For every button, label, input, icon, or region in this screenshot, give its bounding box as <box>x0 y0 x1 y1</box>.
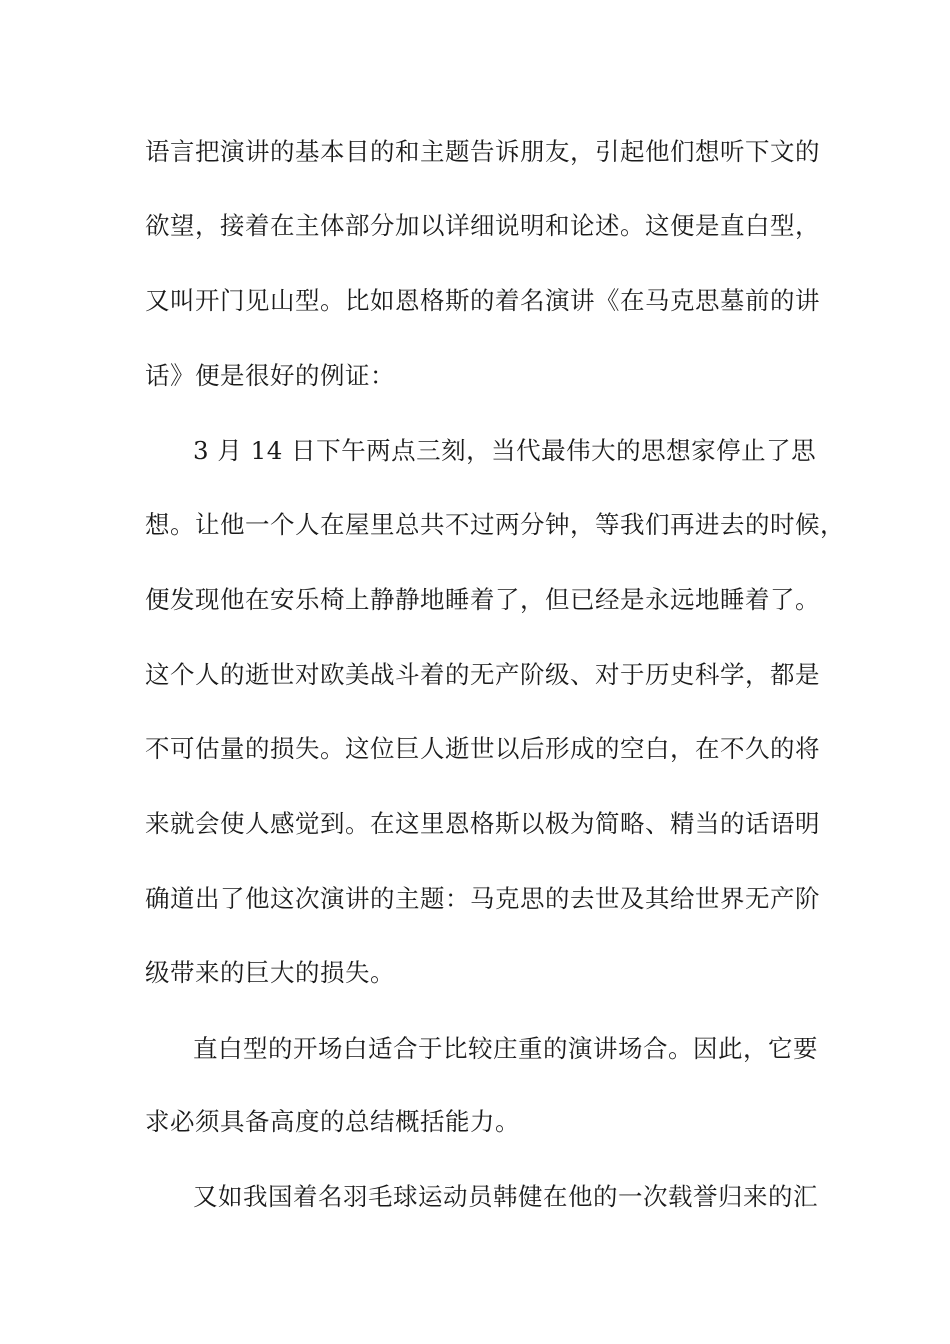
text-line: 便发现他在安乐椅上静静地睡着了，但已经是永远地睡着了。 <box>145 585 820 614</box>
text-line: 又如我国着名羽毛球运动员韩健在他的一次载誉归来的汇 <box>193 1182 818 1211</box>
text-line: 直白型的开场白适合于比较庄重的演讲场合。因此，它要 <box>193 1034 818 1063</box>
text-line: 语言把演讲的基本目的和主题告诉朋友，引起他们想听下文的 <box>145 137 820 166</box>
text-line: 3 月 14 日下午两点三刻，当代最伟大的思想家停止了思 <box>193 436 817 465</box>
text-line: 求必须具备高度的总结概括能力。 <box>145 1107 520 1136</box>
text-line: 来就会使人感觉到。在这里恩格斯以极为简略、精当的话语明 <box>145 809 820 838</box>
text-line: 不可估量的损失。这位巨人逝世以后形成的空白，在不久的将 <box>145 734 820 763</box>
text-line: 欲望，接着在主体部分加以详细说明和论述。这便是直白型， <box>145 211 820 240</box>
text-line: 话》便是很好的例证： <box>145 361 395 390</box>
text-line: 级带来的巨大的损失。 <box>145 958 395 987</box>
text-line: 又叫开门见山型。比如恩格斯的着名演讲《在马克思墓前的讲 <box>145 286 820 315</box>
text-line: 想。让他一个人在屋里总共不过两分钟，等我们再进去的时候， <box>145 510 845 539</box>
text-line: 确道出了他这次演讲的主题：马克思的去世及其给世界无产阶 <box>145 884 820 913</box>
text-line: 这个人的逝世对欧美战斗着的无产阶级、对于历史科学，都是 <box>145 660 820 689</box>
